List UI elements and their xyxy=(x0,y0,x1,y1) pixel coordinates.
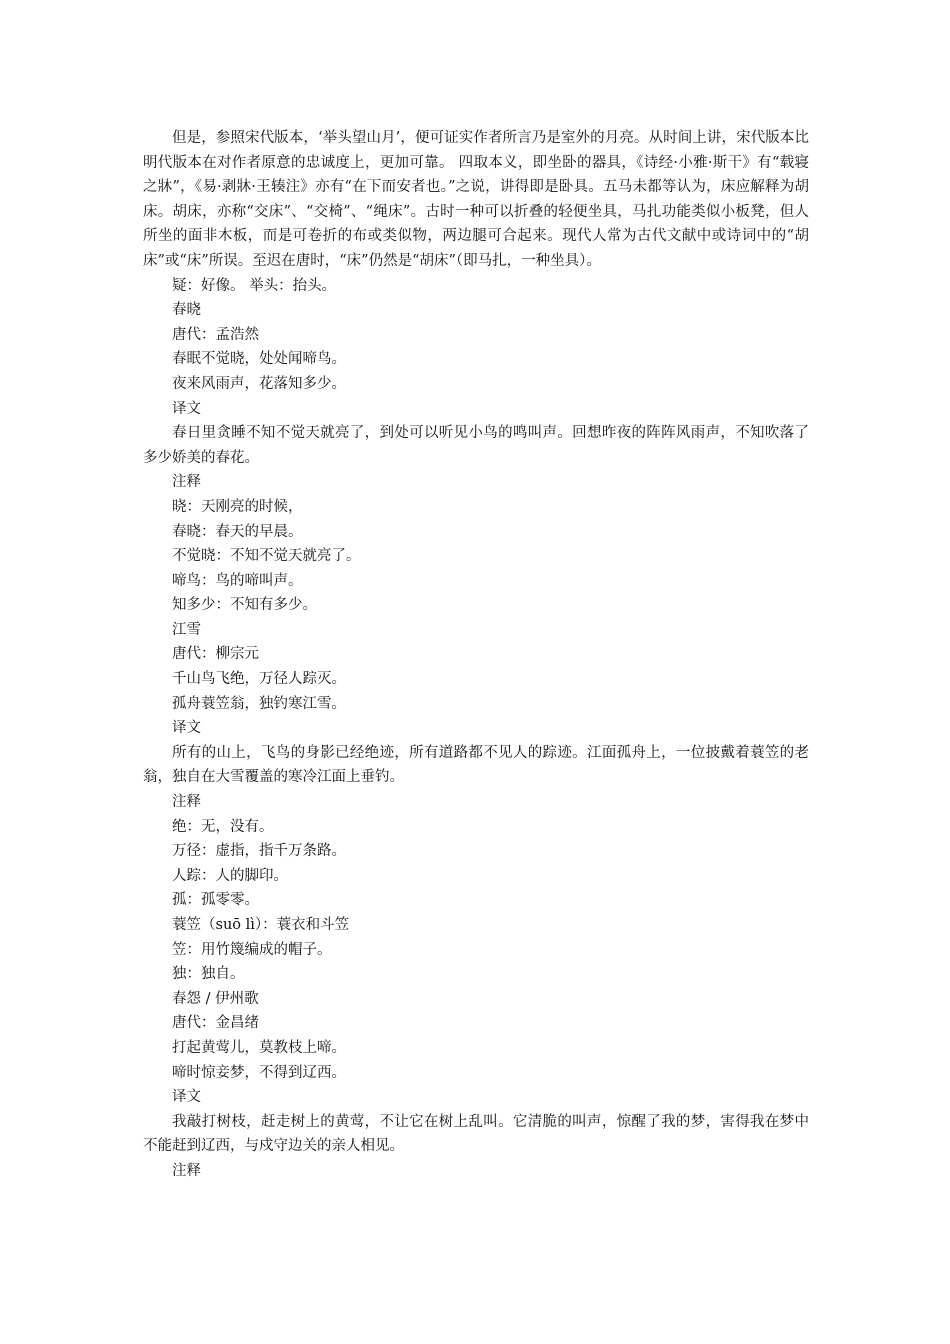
note-item: 知多少：不知有多少。 xyxy=(172,597,317,614)
poem-line: 孤舟蓑笠翁，独钓寒江雪。 xyxy=(172,695,346,712)
section-heading-notes: 注释 xyxy=(172,794,201,811)
section-heading-notes: 注释 xyxy=(172,474,201,491)
poem-title-chunxiao: 春晓 xyxy=(172,302,201,319)
note-item: 人踪：人的脚印。 xyxy=(172,867,288,884)
poem-line: 打起黄莺儿，莫教枝上啼。 xyxy=(172,1039,346,1056)
poem-title-chunyuan: 春怨 / 伊州歌 xyxy=(172,990,259,1007)
note-item: 啼鸟：鸟的啼叫声。 xyxy=(172,572,303,589)
poem-line: 春眠不觉晓，处处闻啼鸟。 xyxy=(172,351,346,368)
note-item: 笠：用竹篾编成的帽子。 xyxy=(172,941,332,958)
document-body xyxy=(143,126,809,1184)
note-item: 孤：孤零零。 xyxy=(172,892,259,909)
poem-line: 夜来风雨声，花落知多少。 xyxy=(172,375,346,392)
section-heading-translation: 译文 xyxy=(172,720,201,737)
paragraph-bed-interpretation: 但是，参照宋代版本，‘举头望山月’，便可证实作者所言乃是室外的月亮。从时间上讲，宋代版本比明代版本在对作者原意的忠诚度上，更加可靠。 四取本义，即坐卧的器具，《诗经·小雅·斯干》有“载寝之牀”，《易·剥牀·王辏注》亦有“在下而安者也。”之说，讲得即是卧具。五马未都等认为，床应解释为胡床。胡床，亦称“交床”、“交椅”、“绳床”。古时一种可以折叠的轻便坐具，马扎功能类似小板凳，但人所坐的面非木板，而是可卷折的布或类似物，两边腿可合起来。现代人常为古代文献中或诗词中的“胡床”或“床”所误。至迟在唐时，“床”仍然是“胡床”（即马扎，一种坐具）。 xyxy=(143,130,809,269)
translation-text: 春日里贪睡不知不觉天就亮了，到处可以听见小鸟的鸣叫声。回想昨夜的阵阵风雨声，不知吹落了多少娇美的春花。 xyxy=(143,425,809,466)
note-item: 春晓：春天的早晨。 xyxy=(172,523,303,540)
poem-line: 千山鸟飞绝，万径人踪灭。 xyxy=(172,671,346,688)
note-item: 蓑笠（suō lì）：蓑衣和斗笠 xyxy=(172,917,350,933)
poem-title-jiangxue: 江雪 xyxy=(172,621,201,638)
paragraph-annotation-yi: 疑：好像。 举头：抬头。 xyxy=(172,277,337,294)
note-item: 万径：虚指，指千万条路。 xyxy=(172,843,346,860)
poem-author-chunxiao: 唐代：孟浩然 xyxy=(172,326,259,343)
note-item: 晓：天刚亮的时候， xyxy=(172,498,303,515)
note-item: 不觉晓：不知不觉天就亮了。 xyxy=(172,548,361,565)
section-heading-notes: 注释 xyxy=(172,1162,201,1179)
translation-text: 我敲打树枝，赶走树上的黄莺，不让它在树上乱叫。它清脆的叫声，惊醒了我的梦，害得我在梦中不能赶到辽西，与戍守边关的亲人相见。 xyxy=(143,1113,809,1155)
poem-author-jiangxue: 唐代：柳宗元 xyxy=(172,646,259,663)
section-heading-translation: 译文 xyxy=(172,1089,201,1106)
poem-line: 啼时惊妾梦，不得到辽西。 xyxy=(172,1064,346,1081)
section-heading-translation: 译文 xyxy=(172,400,201,417)
note-item: 绝：无，没有。 xyxy=(172,818,274,835)
poem-author-chunyuan: 唐代：金昌绪 xyxy=(172,1015,259,1032)
translation-text: 所有的山上，飞鸟的身影已经绝迹，所有道路都不见人的踪迹。江面孤舟上，一位披戴着蓑笠的老翁，独自在大雪覆盖的寒冷江面上垂钓。 xyxy=(143,744,809,786)
note-item: 独：独自。 xyxy=(172,966,245,983)
